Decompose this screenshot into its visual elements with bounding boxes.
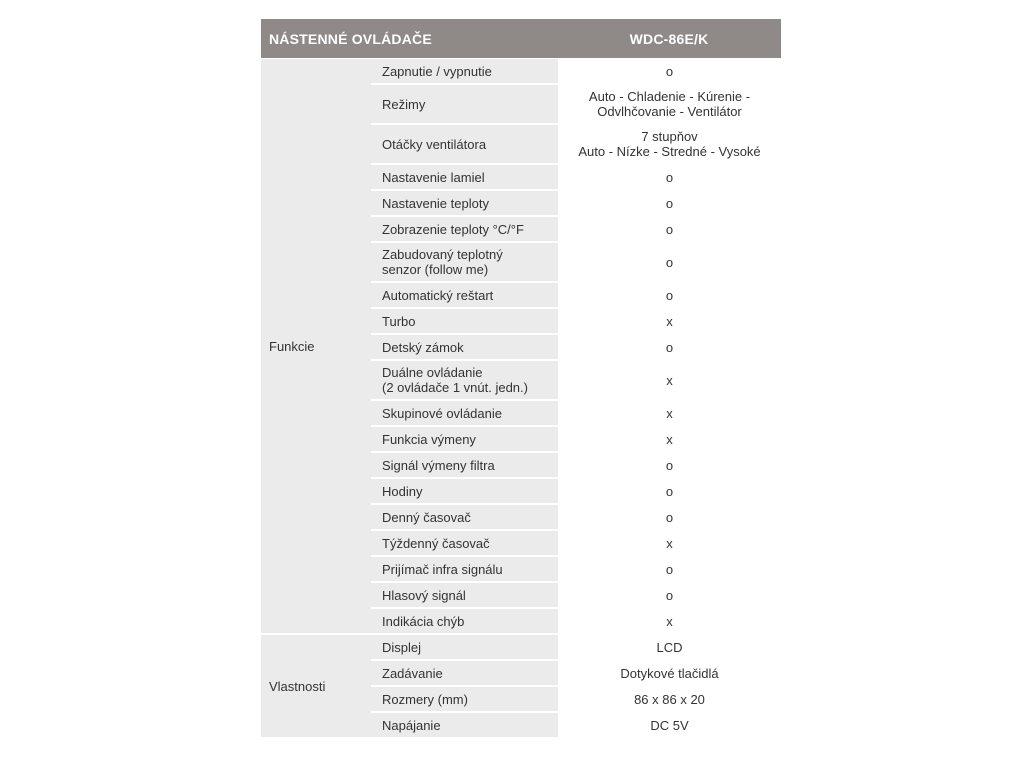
table-row xyxy=(371,583,781,609)
property-name: Zadávanie xyxy=(371,661,557,685)
feature-value: x xyxy=(557,609,781,633)
feature-name: Automatický reštart xyxy=(371,283,557,307)
feature-name: Hlasový signál xyxy=(371,583,557,607)
feature-value: o xyxy=(557,453,781,477)
feature-value: x xyxy=(557,427,781,451)
group-label-vlastnosti: Vlastnosti xyxy=(261,635,371,737)
table-row xyxy=(371,85,781,125)
table-row xyxy=(371,505,781,531)
feature-value: o xyxy=(557,335,781,359)
feature-name: Funkcia výmeny xyxy=(371,427,557,451)
feature-name: Denný časovač xyxy=(371,505,557,529)
feature-name: Zobrazenie teploty °C/°F xyxy=(371,217,557,241)
feature-name: Signál výmeny filtra xyxy=(371,453,557,477)
section-funkcie xyxy=(261,59,781,635)
feature-value: o xyxy=(557,283,781,307)
feature-name: Duálne ovládanie (2 ovládače 1 vnút. jedn.) xyxy=(371,361,557,399)
feature-value: o xyxy=(557,59,781,83)
section-vlastnosti xyxy=(261,635,781,737)
property-name: Rozmery (mm) xyxy=(371,687,557,711)
feature-name: Režimy xyxy=(371,85,557,123)
feature-name: Prijímač infra signálu xyxy=(371,557,557,581)
feature-value: o xyxy=(557,165,781,189)
feature-value: o xyxy=(557,479,781,503)
table-row xyxy=(371,309,781,335)
table-row xyxy=(371,557,781,583)
table-row xyxy=(371,453,781,479)
header-category: NÁSTENNÉ OVLÁDAČE xyxy=(269,30,432,47)
feature-name: Skupinové ovládanie xyxy=(371,401,557,425)
table-row xyxy=(371,609,781,633)
feature-value: o xyxy=(557,243,781,281)
table-header xyxy=(261,19,781,58)
feature-name: Indikácia chýb xyxy=(371,609,557,633)
table-row xyxy=(371,283,781,309)
table-row xyxy=(371,243,781,283)
feature-name: Zapnutie / vypnutie xyxy=(371,59,557,83)
feature-value: o xyxy=(557,583,781,607)
spec-table xyxy=(261,19,781,737)
feature-value: o xyxy=(557,191,781,215)
table-row xyxy=(371,165,781,191)
table-row xyxy=(371,125,781,165)
feature-value: 7 stupňov Auto - Nízke - Stredné - Vysoké xyxy=(557,125,781,163)
header-model: WDC-86E/K xyxy=(629,30,709,47)
feature-name: Detský zámok xyxy=(371,335,557,359)
feature-value: o xyxy=(557,557,781,581)
property-value: 86 x 86 x 20 xyxy=(557,687,781,711)
group-label-funkcie: Funkcie xyxy=(261,59,371,633)
table-row xyxy=(371,661,781,687)
table-row xyxy=(371,531,781,557)
table-row xyxy=(371,427,781,453)
property-value: DC 5V xyxy=(557,713,781,737)
table-row xyxy=(371,687,781,713)
feature-name: Otáčky ventilátora xyxy=(371,125,557,163)
feature-value: x xyxy=(557,531,781,555)
table-row xyxy=(371,59,781,85)
feature-value: x xyxy=(557,309,781,333)
property-name: Displej xyxy=(371,635,557,659)
table-row xyxy=(371,713,781,737)
feature-name: Hodiny xyxy=(371,479,557,503)
table-row xyxy=(371,191,781,217)
table-row xyxy=(371,635,781,661)
table-row xyxy=(371,401,781,427)
feature-name: Turbo xyxy=(371,309,557,333)
feature-name: Týždenný časovač xyxy=(371,531,557,555)
feature-value: Auto - Chladenie - Kúrenie - Odvlhčovanie - Ventilátor xyxy=(557,85,781,123)
table-row xyxy=(371,361,781,401)
feature-value: o xyxy=(557,505,781,529)
feature-name: Nastavenie teploty xyxy=(371,191,557,215)
feature-value: o xyxy=(557,217,781,241)
table-row xyxy=(371,335,781,361)
feature-name: Nastavenie lamiel xyxy=(371,165,557,189)
property-name: Napájanie xyxy=(371,713,557,737)
feature-value: x xyxy=(557,401,781,425)
property-value: Dotykové tlačidlá xyxy=(557,661,781,685)
table-row xyxy=(371,217,781,243)
feature-value: x xyxy=(557,361,781,399)
feature-name: Zabudovaný teplotný senzor (follow me) xyxy=(371,243,557,281)
table-row xyxy=(371,479,781,505)
property-value: LCD xyxy=(557,635,781,659)
